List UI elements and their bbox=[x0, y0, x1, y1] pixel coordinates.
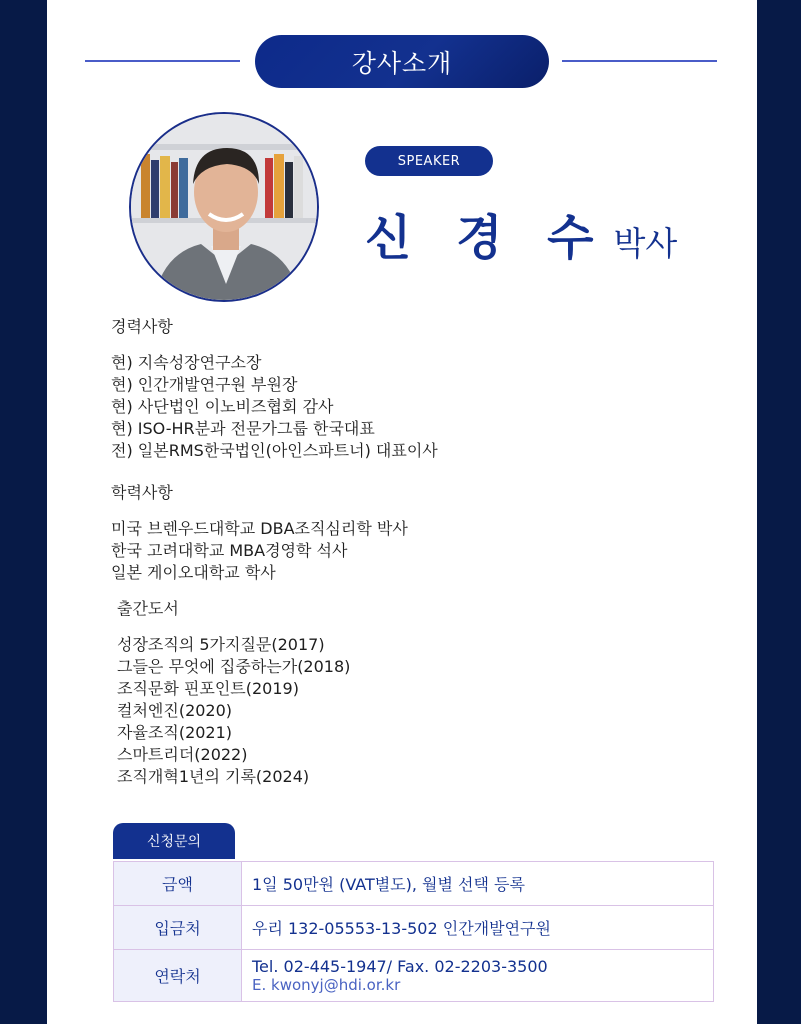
header-line-right bbox=[562, 60, 717, 62]
speaker-name-block bbox=[365, 192, 678, 266]
education-item: 일본 게이오대학교 학사 bbox=[111, 563, 276, 582]
contact-tab: 신청문의 bbox=[113, 823, 235, 859]
table-row bbox=[114, 906, 714, 950]
career-section bbox=[111, 316, 438, 462]
fee-label: 금액 bbox=[114, 862, 242, 906]
speaker-photo bbox=[129, 112, 319, 302]
contact-table bbox=[113, 861, 714, 1002]
speaker-photo-illustration bbox=[131, 114, 319, 302]
books-section bbox=[117, 598, 350, 788]
book-item: 스마트리더(2022) bbox=[117, 745, 248, 764]
speaker-name: 신 경 수 bbox=[365, 210, 608, 266]
education-heading: 학력사항 bbox=[111, 483, 173, 502]
career-heading: 경력사항 bbox=[111, 317, 173, 336]
speaker-title: 박사 bbox=[613, 224, 678, 263]
book-item: 그들은 무엇에 집중하는가(2018) bbox=[117, 657, 351, 676]
books-heading: 출간도서 bbox=[117, 599, 179, 618]
education-section bbox=[111, 482, 408, 584]
account-value: 우리 132-05553-13-502 인간개발연구원 bbox=[242, 906, 714, 950]
table-row bbox=[114, 950, 714, 1002]
career-item: 현) 사단법인 이노비즈협회 감사 bbox=[111, 397, 334, 416]
book-item: 컬처엔진(2020) bbox=[117, 701, 233, 720]
education-item: 미국 브렌우드대학교 DBA조직심리학 박사 bbox=[111, 519, 408, 538]
contact-value bbox=[242, 950, 714, 1002]
book-item: 자율조직(2021) bbox=[117, 723, 233, 742]
speaker-label: SPEAKER bbox=[365, 146, 493, 176]
email-link[interactable]: E. kwonyj@hdi.or.kr bbox=[252, 976, 401, 994]
account-label: 입금처 bbox=[114, 906, 242, 950]
book-item: 조직문화 핀포인트(2019) bbox=[117, 679, 299, 698]
career-item: 전) 일본RMS한국법인(아인스파트너) 대표이사 bbox=[111, 441, 438, 460]
career-item: 현) 인간개발연구원 부원장 bbox=[111, 375, 298, 394]
career-item: 현) 지속성장연구소장 bbox=[111, 353, 262, 372]
page-title: 강사소개 bbox=[255, 35, 549, 88]
book-item: 성장조직의 5가지질문(2017) bbox=[117, 635, 325, 654]
page-card bbox=[47, 0, 757, 1024]
book-item: 조직개혁1년의 기록(2024) bbox=[117, 767, 310, 786]
table-row bbox=[114, 862, 714, 906]
header-line-left bbox=[85, 60, 240, 62]
contact-label: 연락처 bbox=[114, 950, 242, 1002]
fee-value: 1일 50만원 (VAT별도), 월별 선택 등록 bbox=[242, 862, 714, 906]
career-item: 현) ISO-HR분과 전문가그룹 한국대표 bbox=[111, 419, 375, 438]
phone-fax: Tel. 02-445-1947/ Fax. 02-2203-3500 bbox=[252, 957, 548, 976]
education-item: 한국 고려대학교 MBA경영학 석사 bbox=[111, 541, 348, 560]
